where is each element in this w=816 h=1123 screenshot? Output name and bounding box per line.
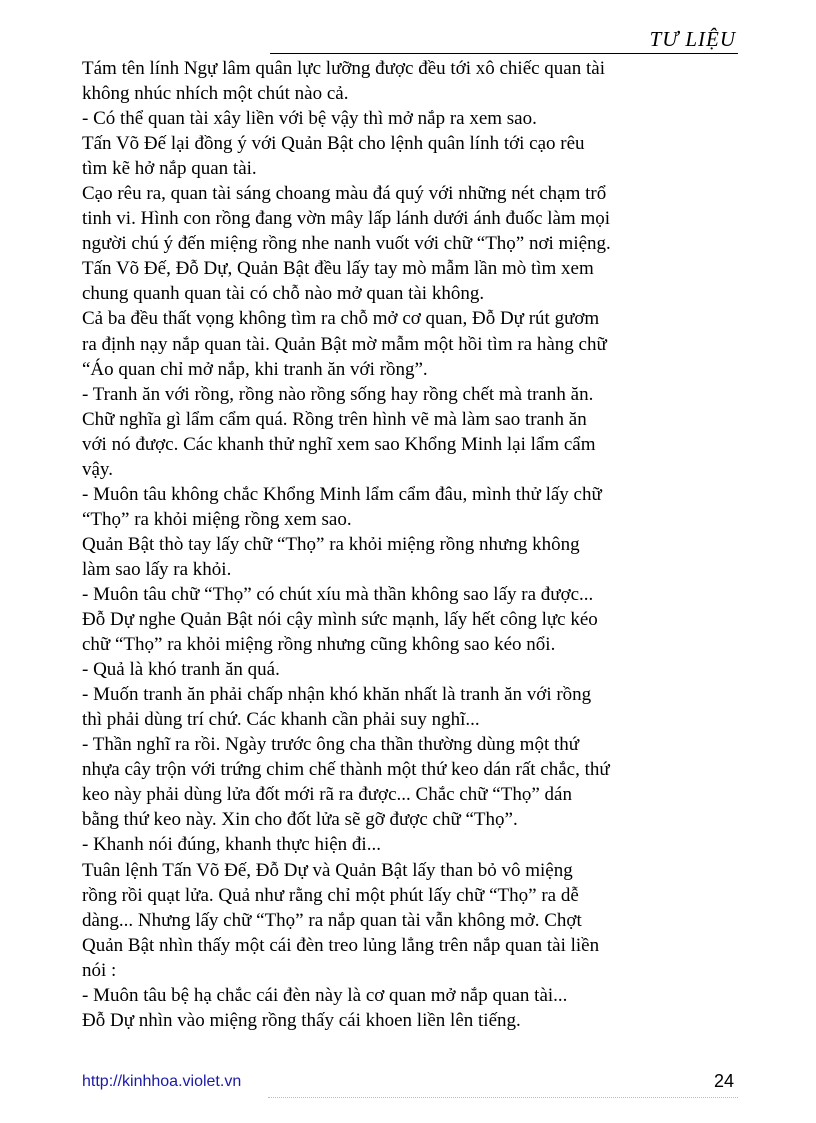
text-line: không nhúc nhích một chút nào cả. xyxy=(82,83,349,105)
text-line: chữ “Thọ” ra khỏi miệng rồng nhưng cũng không sao kéo nổi. xyxy=(82,634,556,656)
text-line: Tuân lệnh Tấn Võ Đế, Đỗ Dự và Quản Bật lấy than bỏ vô miệng xyxy=(82,859,573,881)
text-line: tìm kẽ hở nắp quan tài. xyxy=(82,158,257,180)
text-line: - Muôn tâu chữ “Thọ” có chút xíu mà thần không sao lấy ra được... xyxy=(82,583,594,605)
footer-link[interactable]: http://kinhhoa.violet.vn xyxy=(82,1073,242,1090)
text-line: vậy. xyxy=(82,458,113,480)
text-line: nhựa cây trộn với trứng chim chế thành một thứ keo dán rất chắc, thứ xyxy=(82,759,610,781)
text-line: - Muốn tranh ăn phải chấp nhận khó khăn nhất là tranh ăn với rồng xyxy=(82,684,592,706)
footer-divider xyxy=(268,1097,738,1098)
text-line: - Tranh ăn với rồng, rồng nào rồng sống hay rồng chết mà tranh ăn. xyxy=(82,383,594,405)
text-line: Tấn Võ Đế lại đồng ý với Quản Bật cho lệnh quân lính tới cạo rêu xyxy=(82,133,585,155)
text-line: làm sao lấy ra khỏi. xyxy=(82,558,232,580)
text-line: rồng rồi quạt lửa. Quả như rằng chỉ một phút lấy chữ “Thọ” ra dễ xyxy=(82,884,579,906)
text-line: Đỗ Dự nhìn vào miệng rồng thấy cái khoen liền lên tiếng. xyxy=(82,1009,521,1031)
text-line: Cả ba đều thất vọng không tìm ra chỗ mở cơ quan, Đỗ Dự rút gươm xyxy=(82,308,600,330)
text-line: Tấn Võ Đế, Đỗ Dự, Quản Bật đều lấy tay mò mẫm lần mò tìm xem xyxy=(82,258,594,280)
text-line: tinh vi. Hình con rồng đang vờn mây lấp lánh dưới ánh đuốc làm mọi xyxy=(82,208,611,230)
text-line: - Thần nghĩ ra rồi. Ngày trước ông cha thần thường dùng một thứ xyxy=(82,734,580,756)
text-line: - Muôn tâu bệ hạ chắc cái đèn này là cơ quan mở nắp quan tài... xyxy=(82,984,568,1006)
body-text xyxy=(82,56,742,1033)
text-line: Chữ nghĩa gì lẩm cẩm quá. Rồng trên hình vẽ mà làm sao tranh ăn xyxy=(82,408,587,430)
text-line: bằng thứ keo này. Xin cho đốt lửa sẽ gỡ được chữ “Thọ”. xyxy=(82,809,518,831)
text-line: Cạo rêu ra, quan tài sáng choang màu đá quý với những nét chạm trổ xyxy=(82,183,607,205)
text-line: Quản Bật thò tay lấy chữ “Thọ” ra khỏi miệng rồng nhưng không xyxy=(82,533,580,555)
text-line: Đỗ Dự nghe Quản Bật nói cậy mình sức mạnh, lấy hết công lực kéo xyxy=(82,609,598,631)
text-line: Quản Bật nhìn thấy một cái đèn treo lủng lẳng trên nắp quan tài liền xyxy=(82,934,600,956)
text-line: chung quanh quan tài có chỗ nào mở quan tài không. xyxy=(82,283,485,305)
text-line: “Thọ” ra khỏi miệng rồng xem sao. xyxy=(82,508,352,530)
text-line: - Khanh nói đúng, khanh thực hiện đi... xyxy=(82,834,381,856)
text-line: người chú ý đến miệng rồng nhe nanh vuốt với chữ “Thọ” nơi miệng. xyxy=(82,233,611,255)
text-line: Tám tên lính Ngự lâm quân lực lưỡng được đều tới xô chiếc quan tài xyxy=(82,58,605,79)
text-line: thì phải dùng trí chứ. Các khanh cần phải suy nghĩ... xyxy=(82,709,480,731)
text-line: với nó được. Các khanh thử nghĩ xem sao Khổng Minh lại lẩm cẩm xyxy=(82,433,596,455)
text-line: - Muôn tâu không chắc Khổng Minh lẩm cẩm đâu, mình thử lấy chữ xyxy=(82,483,602,505)
page-header xyxy=(270,27,738,54)
text-line: keo này phải dùng lửa đốt mới rã ra được... Chắc chữ “Thọ” dán xyxy=(82,784,572,806)
text-line: - Quả là khó tranh ăn quá. xyxy=(82,659,280,681)
text-line: dàng... Nhưng lấy chữ “Thọ” ra nắp quan tài vẫn không mở. Chợt xyxy=(82,909,582,931)
text-line: ra định nạy nắp quan tài. Quản Bật mờ mẫm một hồi tìm ra hàng chữ xyxy=(82,333,607,355)
page-number: 24 xyxy=(713,1071,734,1091)
header-title: TƯ LIỆU xyxy=(649,27,736,51)
text-line: - Có thể quan tài xây liền với bệ vậy thì mở nắp ra xem sao. xyxy=(82,108,537,130)
text-line: “Áo quan chỉ mở nắp, khi tranh ăn với rồng”. xyxy=(82,358,428,380)
text-line: nói : xyxy=(82,959,117,981)
